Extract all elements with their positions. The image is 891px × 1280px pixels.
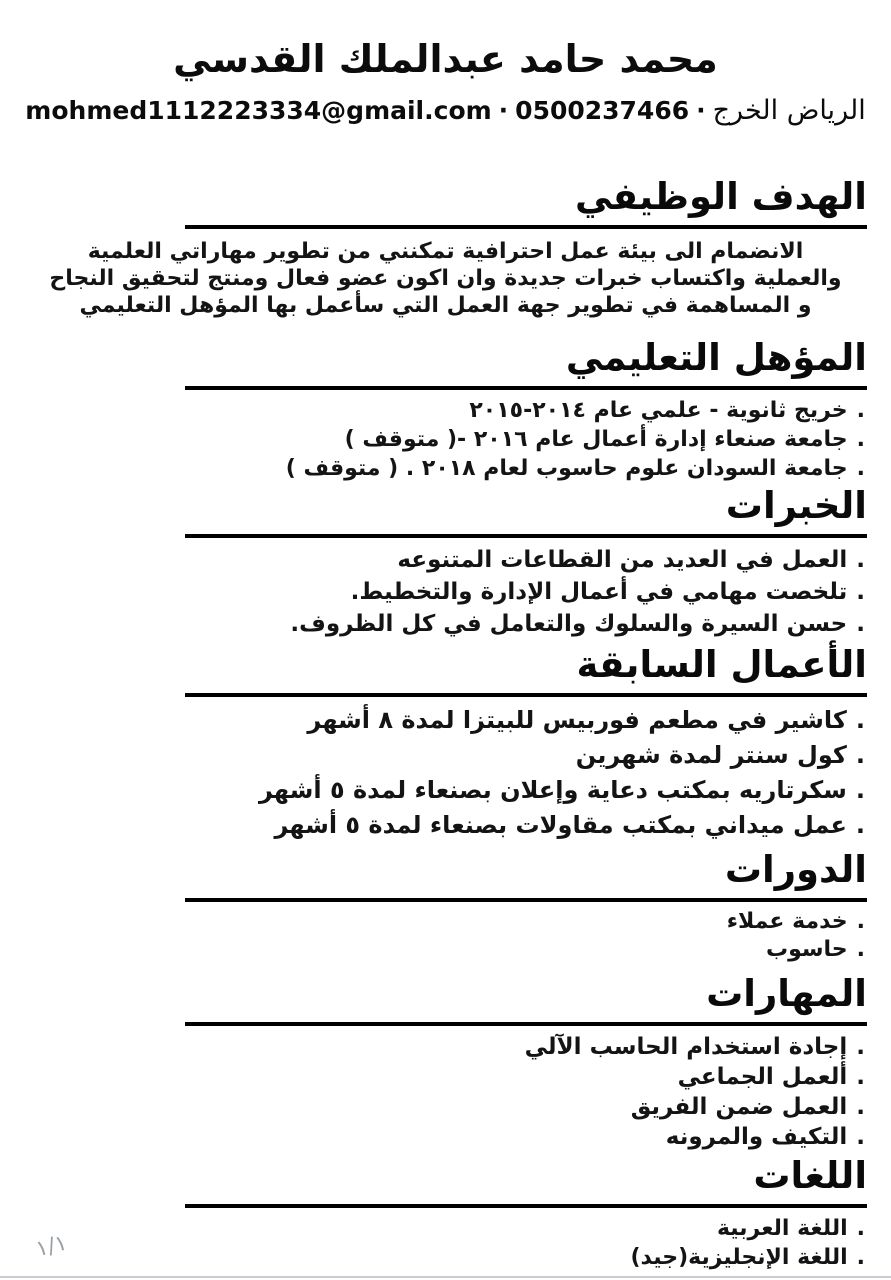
previous-job-item: . كول سنتر لمدة شهرين xyxy=(0,738,865,773)
contact-location: الرياض الخرج xyxy=(712,95,866,126)
section-skills-header xyxy=(185,971,867,1026)
objective-paragraph: الانضمام الى بيئة عمل احترافية تمكنني من تطوير مهاراتي العلمية والعملية واكتساب خبرات جديدة وان اكون عضو فعال ومنتج لتحقيق النجاح و المساهمة في تطوير جهة العمل التي سأعمل بها المؤهل التعليمي xyxy=(49,239,842,318)
skill-item: . إجادة استخدام الحاسب الآلي xyxy=(0,1032,865,1062)
courses-list xyxy=(0,908,865,964)
skill-item: . العمل ضمن الفريق xyxy=(0,1092,865,1122)
section-previous-jobs-header xyxy=(185,642,867,697)
section-previous-jobs xyxy=(0,642,891,843)
section-education-header xyxy=(185,335,867,390)
section-courses-title: الدورات xyxy=(724,848,867,891)
previous-jobs-list xyxy=(0,703,865,843)
section-experience xyxy=(0,483,891,640)
section-skills xyxy=(0,971,891,1152)
previous-job-item: . سكرتاريه بمكتب دعاية وإعلان بصنعاء لمدة ٥ أشهر xyxy=(0,773,865,808)
candidate-name: محمد حامد عبدالملك القدسي xyxy=(173,37,718,81)
education-item: . خريج ثانوية - علمي عام ٢٠١٤-٢٠١٥ xyxy=(0,396,865,425)
section-experience-header xyxy=(185,483,867,538)
education-item: . جامعة السودان علوم حاسوب لعام ٢٠١٨ . ( متوقف ) xyxy=(0,454,865,483)
language-item: . اللغة العربية xyxy=(0,1214,865,1243)
previous-job-item: . عمل ميداني بمكتب مقاولات بصنعاء لمدة ٥ أشهر xyxy=(0,808,865,843)
contact-separator: · xyxy=(498,96,509,125)
education-item: . جامعة صنعاء إدارة أعمال عام ٢٠١٦ -( متوقف ) xyxy=(0,425,865,454)
previous-job-item: . كاشير في مطعم فوربيس للبيتزا لمدة ٨ أشهر xyxy=(0,703,865,738)
contact-line xyxy=(0,94,891,128)
skills-list xyxy=(0,1032,865,1152)
section-experience-title: الخبرات xyxy=(725,484,867,527)
experience-list xyxy=(0,544,865,640)
course-item: . خدمة عملاء xyxy=(0,908,865,936)
course-item: . حاسوب xyxy=(0,936,865,964)
experience-item: . العمل في العديد من القطاعات المتنوعه xyxy=(0,544,865,576)
languages-list xyxy=(0,1214,865,1272)
education-list xyxy=(0,396,865,483)
contact-separator: · xyxy=(696,96,706,125)
page-bottom-edge xyxy=(0,1276,891,1278)
section-languages-title: اللغات xyxy=(753,1154,867,1197)
section-previous-jobs-title: الأعمال السابقة xyxy=(576,643,867,686)
section-education xyxy=(0,335,891,483)
section-objective xyxy=(0,174,891,319)
page-number: ١/١ xyxy=(33,1230,70,1263)
section-education-title: المؤهل التعليمي xyxy=(565,336,867,379)
experience-item: . تلخصت مهامي في أعمال الإدارة والتخطيط. xyxy=(0,576,865,608)
section-courses xyxy=(0,847,891,964)
section-courses-header xyxy=(185,847,867,902)
experience-item: . حسن السيرة والسلوك والتعامل في كل الظروف. xyxy=(0,608,865,640)
skill-item: . ألعمل الجماعي xyxy=(0,1062,865,1092)
section-skills-title: المهارات xyxy=(706,972,867,1015)
language-item: . اللغة الإنجليزية(جيد) xyxy=(0,1243,865,1272)
section-objective-header xyxy=(185,174,867,229)
section-languages xyxy=(0,1153,891,1272)
contact-phone: 0500237466 xyxy=(515,96,690,125)
section-objective-title: الهدف الوظيفي xyxy=(574,175,867,218)
skill-item: . التكيف والمرونه xyxy=(0,1122,865,1152)
section-languages-header xyxy=(185,1153,867,1208)
contact-email: mohmed1112223334@gmail.com xyxy=(25,96,492,125)
